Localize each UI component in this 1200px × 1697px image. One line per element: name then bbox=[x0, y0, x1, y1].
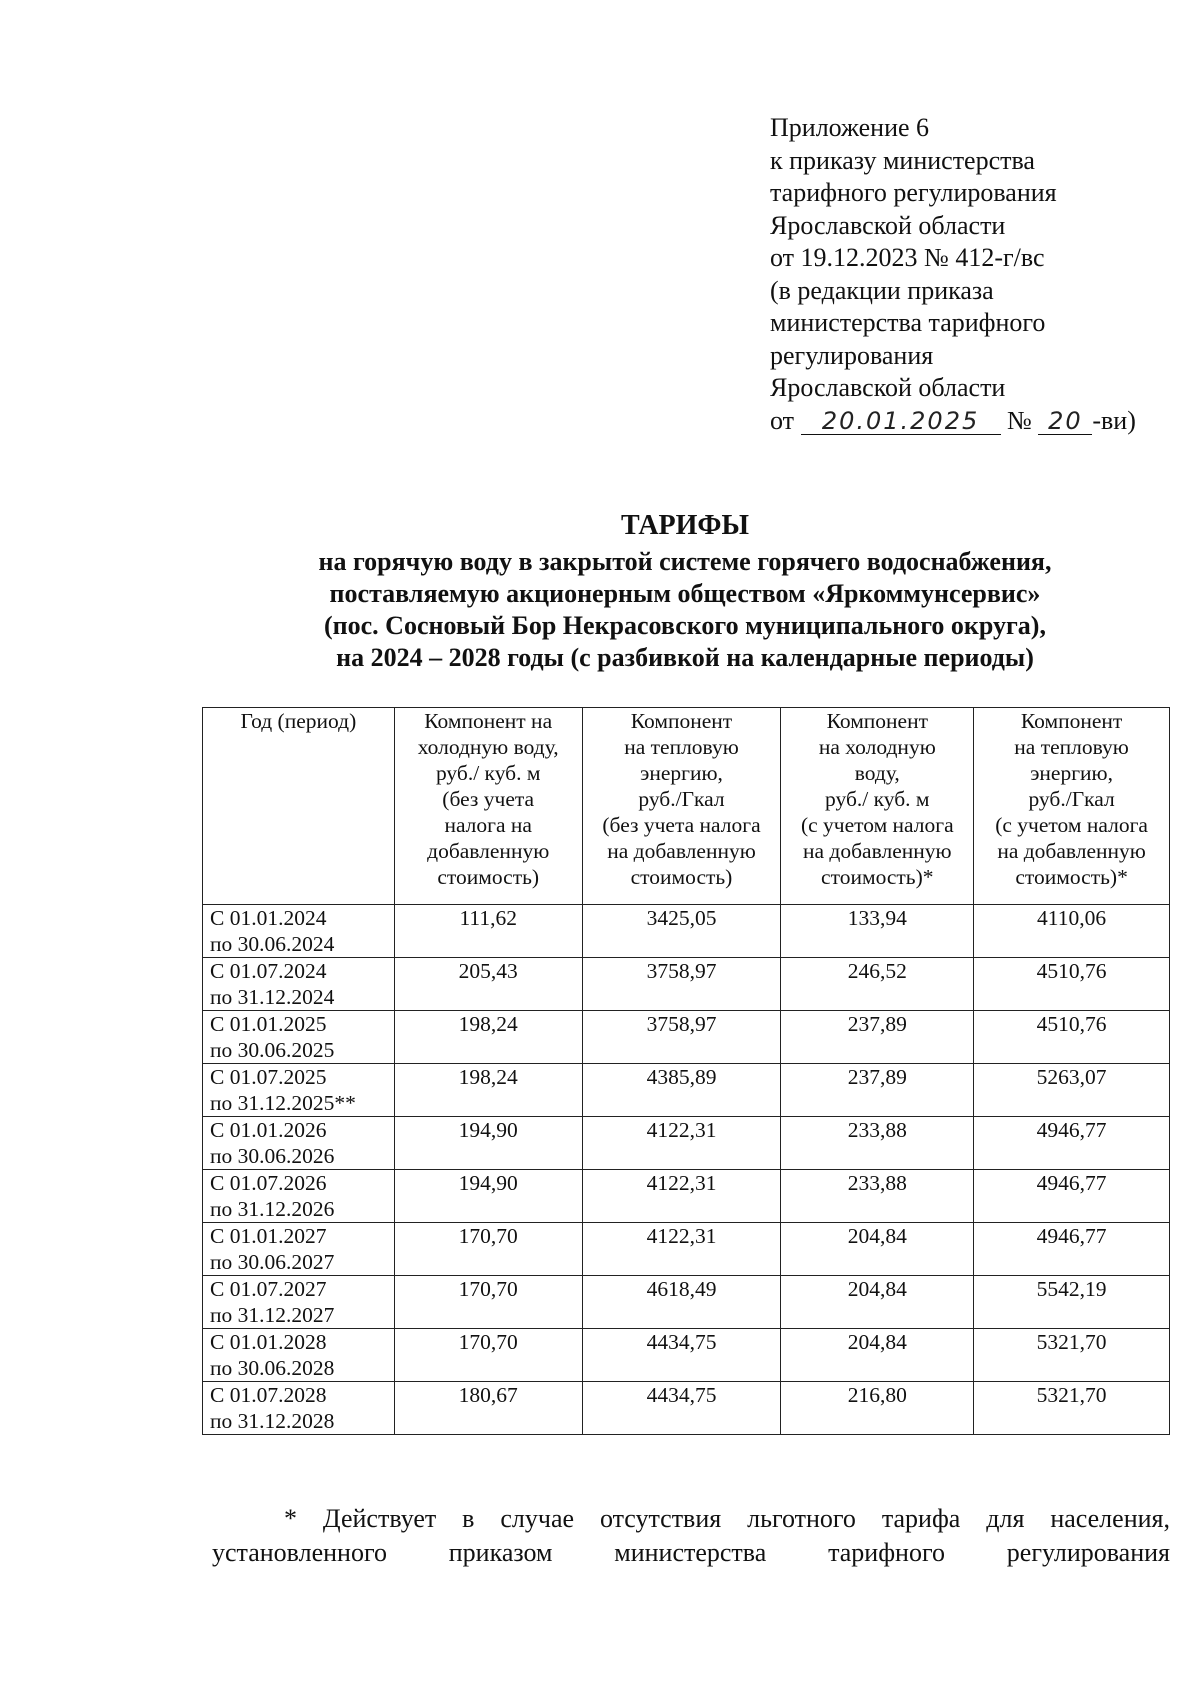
table-row bbox=[203, 1223, 1170, 1276]
appendix-suffix: -ви) bbox=[1092, 405, 1136, 435]
header-text-line: руб./ куб. м bbox=[825, 787, 930, 811]
period-to: по 30.06.2025 bbox=[210, 1038, 335, 1062]
header-text-line: стоимость)* bbox=[1015, 865, 1128, 889]
tariffs-table bbox=[202, 707, 1170, 1435]
title-main: ТАРИФЫ bbox=[621, 510, 749, 541]
table-row bbox=[203, 958, 1170, 1011]
appendix-line: Ярославской области bbox=[770, 373, 1006, 402]
period-cell bbox=[203, 1223, 395, 1276]
period-to: по 30.06.2028 bbox=[210, 1356, 335, 1380]
value-cell-v4: 4510,76 bbox=[974, 1011, 1170, 1064]
header-text-line: Компонент bbox=[630, 709, 733, 733]
appendix-line: (в редакции приказа bbox=[770, 275, 994, 305]
table-row bbox=[203, 1117, 1170, 1170]
header-text-line: воду, bbox=[854, 761, 900, 785]
value-cell-v4: 4510,76 bbox=[974, 958, 1170, 1011]
period-cell bbox=[203, 1382, 395, 1435]
value-cell-v3: 237,89 bbox=[781, 1011, 974, 1064]
value-cell-v4: 5321,70 bbox=[974, 1329, 1170, 1382]
table-row bbox=[203, 1382, 1170, 1435]
number-sign: № bbox=[1007, 405, 1032, 435]
period-to: по 30.06.2024 bbox=[210, 932, 335, 956]
period-from: С 01.01.2028 bbox=[210, 1330, 327, 1354]
period-cell bbox=[203, 1064, 395, 1117]
value-cell-v3: 204,84 bbox=[781, 1223, 974, 1276]
header-text-line: на холодную bbox=[818, 735, 936, 759]
table-row bbox=[203, 1276, 1170, 1329]
value-cell-v3: 204,84 bbox=[781, 1329, 974, 1382]
header-text-line: на добавленную bbox=[997, 839, 1146, 863]
period-cell bbox=[203, 958, 395, 1011]
header-text-line: стоимость) bbox=[437, 865, 540, 889]
period-to: по 31.12.2027 bbox=[210, 1303, 335, 1327]
value-cell-v1: 194,90 bbox=[394, 1117, 582, 1170]
table-body bbox=[203, 905, 1170, 1435]
value-cell-v4: 4110,06 bbox=[974, 905, 1170, 958]
period-from: С 01.01.2027 bbox=[210, 1224, 327, 1248]
footnote bbox=[212, 1502, 1170, 1570]
value-cell-v3: 233,88 bbox=[781, 1117, 974, 1170]
appendix-line: регулирования bbox=[770, 340, 934, 370]
value-cell-v1: 198,24 bbox=[394, 1064, 582, 1117]
document-title bbox=[180, 510, 1190, 674]
title-line: на 2024 – 2028 годы (с разбивкой на календарные периоды) bbox=[336, 643, 1034, 672]
period-from: С 01.01.2026 bbox=[210, 1118, 327, 1142]
column-header-2 bbox=[582, 708, 781, 905]
period-from: С 01.01.2024 bbox=[210, 906, 327, 930]
period-to: по 30.06.2027 bbox=[210, 1250, 335, 1274]
header-text-line: стоимость)* bbox=[821, 865, 934, 889]
period-cell bbox=[203, 1170, 395, 1223]
header-text-line: (без учета налога bbox=[602, 813, 761, 837]
header-text-line: руб./ куб. м bbox=[435, 761, 541, 785]
value-cell-v3: 216,80 bbox=[781, 1382, 974, 1435]
period-to: по 30.06.2026 bbox=[210, 1144, 335, 1168]
value-cell-v2: 3758,97 bbox=[582, 958, 781, 1011]
period-cell bbox=[203, 1011, 395, 1064]
appendix-line: к приказу министерства bbox=[770, 145, 1035, 175]
value-cell-v4: 4946,77 bbox=[974, 1117, 1170, 1170]
appendix-line: Приложение 6 bbox=[770, 113, 930, 142]
value-cell-v1: 170,70 bbox=[394, 1329, 582, 1382]
table-row bbox=[203, 905, 1170, 958]
period-cell bbox=[203, 1117, 395, 1170]
value-cell-v3: 233,88 bbox=[781, 1170, 974, 1223]
header-text-line: энергию, bbox=[640, 761, 723, 785]
value-cell-v2: 4434,75 bbox=[582, 1329, 781, 1382]
header-text-line: энергию, bbox=[1030, 761, 1113, 785]
value-cell-v3: 133,94 bbox=[781, 905, 974, 958]
value-cell-v2: 4122,31 bbox=[582, 1170, 781, 1223]
table-row bbox=[203, 1170, 1170, 1223]
column-header-4 bbox=[974, 708, 1170, 905]
title-line: на горячую воду в закрытой системе горячего водоснабжения, bbox=[318, 547, 1052, 576]
value-cell-v1: 170,70 bbox=[394, 1223, 582, 1276]
value-cell-v3: 237,89 bbox=[781, 1064, 974, 1117]
header-text-line: на добавленную bbox=[803, 839, 952, 863]
appendix-block bbox=[770, 112, 1136, 437]
footnote-line: установленного приказом министерства тарифного регулирования bbox=[212, 1538, 1170, 1567]
period-from: С 01.07.2025 bbox=[210, 1065, 327, 1089]
value-cell-v4: 5542,19 bbox=[974, 1276, 1170, 1329]
value-cell-v1: 198,24 bbox=[394, 1011, 582, 1064]
value-cell-v4: 5321,70 bbox=[974, 1382, 1170, 1435]
period-from: С 01.07.2027 bbox=[210, 1277, 327, 1301]
period-to: по 31.12.2028 bbox=[210, 1409, 335, 1433]
header-text-line: на тепловую bbox=[624, 735, 739, 759]
header-text-line: (с учетом налога bbox=[800, 813, 954, 837]
appendix-line: от 19.12.2023 № 412-г/вс bbox=[770, 243, 1045, 272]
value-cell-v2: 4618,49 bbox=[582, 1276, 781, 1329]
value-cell-v2: 3758,97 bbox=[582, 1011, 781, 1064]
period-from: С 01.07.2026 bbox=[210, 1171, 327, 1195]
value-cell-v1: 170,70 bbox=[394, 1276, 582, 1329]
period-from: С 01.01.2025 bbox=[210, 1012, 327, 1036]
value-cell-v2: 3425,05 bbox=[582, 905, 781, 958]
value-cell-v2: 4122,31 bbox=[582, 1117, 781, 1170]
value-cell-v2: 4385,89 bbox=[582, 1064, 781, 1117]
table-row bbox=[203, 1329, 1170, 1382]
period-to: по 31.12.2024 bbox=[210, 985, 335, 1009]
header-text-line: Год (период) bbox=[240, 709, 357, 733]
period-cell bbox=[203, 905, 395, 958]
appendix-line: тарифного регулирования bbox=[770, 178, 1057, 207]
appendix-line: Ярославской области bbox=[770, 210, 1006, 240]
value-cell-v4: 4946,77 bbox=[974, 1223, 1170, 1276]
value-cell-v1: 180,67 bbox=[394, 1382, 582, 1435]
table-row bbox=[203, 1064, 1170, 1117]
value-cell-v3: 246,52 bbox=[781, 958, 974, 1011]
period-to: по 31.12.2025** bbox=[210, 1091, 356, 1115]
appendix-last-line bbox=[770, 405, 1136, 438]
appendix-prefix: от bbox=[770, 405, 795, 435]
value-cell-v1: 194,90 bbox=[394, 1170, 582, 1223]
header-text-line: (с учетом налога bbox=[995, 813, 1148, 837]
header-text-line: руб./Гкал bbox=[638, 787, 725, 811]
column-header-period bbox=[203, 708, 395, 905]
header-text-line: (без учета bbox=[442, 787, 535, 811]
value-cell-v4: 4946,77 bbox=[974, 1170, 1170, 1223]
header-text-line: стоимость) bbox=[630, 865, 733, 889]
title-line: поставляемую акционерным обществом «Яркоммунсервис» bbox=[329, 579, 1041, 608]
header-text-line: Компонент bbox=[826, 709, 928, 733]
table-header-row bbox=[203, 708, 1170, 905]
handwritten-number: 20 bbox=[1038, 408, 1092, 435]
appendix-line: министерства тарифного bbox=[770, 308, 1046, 337]
value-cell-v1: 111,62 bbox=[394, 905, 582, 958]
header-text-line: Компонент на bbox=[424, 709, 553, 733]
period-cell bbox=[203, 1329, 395, 1382]
header-text-line: налога на bbox=[444, 813, 532, 837]
column-header-1 bbox=[394, 708, 582, 905]
value-cell-v3: 204,84 bbox=[781, 1276, 974, 1329]
period-cell bbox=[203, 1276, 395, 1329]
title-line: (пос. Сосновый Бор Некрасовского муниципального округа), bbox=[324, 611, 1046, 640]
period-to: по 31.12.2026 bbox=[210, 1197, 335, 1221]
header-text-line: руб./Гкал bbox=[1028, 787, 1115, 811]
period-from: С 01.07.2028 bbox=[210, 1383, 327, 1407]
value-cell-v4: 5263,07 bbox=[974, 1064, 1170, 1117]
header-text-line: добавленную bbox=[427, 839, 550, 863]
header-text-line: на добавленную bbox=[607, 839, 756, 863]
header-text-line: холодную воду, bbox=[417, 735, 559, 759]
value-cell-v2: 4122,31 bbox=[582, 1223, 781, 1276]
value-cell-v2: 4434,75 bbox=[582, 1382, 781, 1435]
header-text-line: Компонент bbox=[1020, 709, 1123, 733]
table-row bbox=[203, 1011, 1170, 1064]
header-text-line: на тепловую bbox=[1014, 735, 1129, 759]
value-cell-v1: 205,43 bbox=[394, 958, 582, 1011]
handwritten-date: 20.01.2025 bbox=[801, 408, 1001, 435]
column-header-3 bbox=[781, 708, 974, 905]
footnote-line: * Действует в случае отсутствия льготного тарифа для населения, bbox=[284, 1504, 1170, 1533]
period-from: С 01.07.2024 bbox=[210, 959, 327, 983]
